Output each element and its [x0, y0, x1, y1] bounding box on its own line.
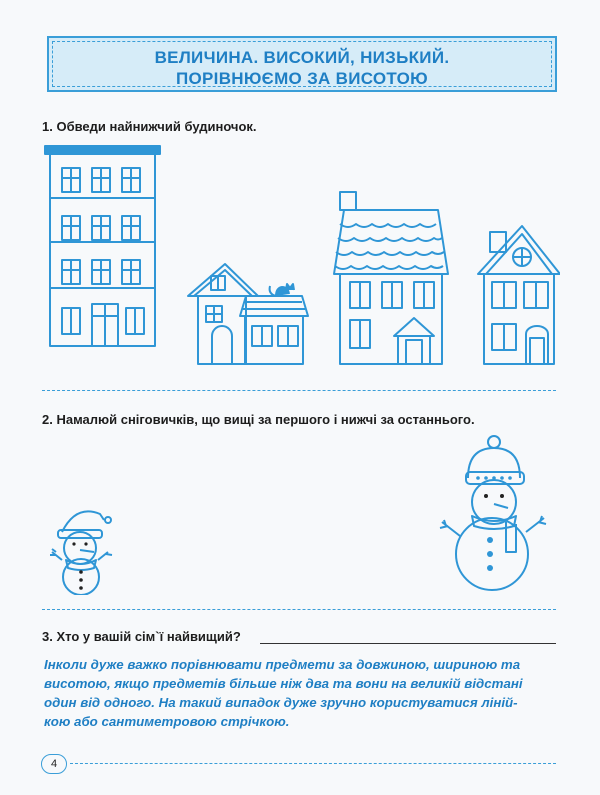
divider-1 [42, 390, 556, 391]
tall-building[interactable] [45, 146, 160, 346]
houses-illustration [40, 140, 560, 380]
small-snowman [40, 500, 130, 595]
smallest-house[interactable] [188, 264, 308, 364]
page-footer-rule [70, 763, 556, 764]
page-number: 4 [41, 754, 67, 774]
task-1-text: 1. Обведи найнижчий будиночок. [42, 119, 257, 134]
title-line-2: ПОРІВНЮЄМО ЗА ВИСОТОЮ [175, 69, 429, 88]
info-line-3: один від одного. На такий випадок дуже зручно користуватися ліній- [44, 695, 518, 710]
title-banner [47, 36, 557, 92]
large-snowman [428, 432, 560, 592]
task-3-text: 3. Хто у вашій сім`ї найвищий? [42, 629, 241, 644]
divider-2 [42, 609, 556, 610]
info-line-4: кою або сантиметровою стрічкою. [44, 714, 290, 729]
info-paragraph [44, 655, 564, 731]
title-line-1: ВЕЛИЧИНА. ВИСОКИЙ, НИЗЬКИЙ. [154, 48, 450, 67]
medium-house[interactable] [334, 192, 448, 364]
info-line-1: Інколи дуже важко порівнювати предмети за довжиною, шириною та [44, 657, 521, 672]
narrow-house[interactable] [478, 226, 560, 364]
task-2-text: 2. Намалюй сніговичків, що вищі за першого і нижчі за останнього. [42, 412, 475, 427]
info-line-2: висотою, якщо предметів більше ніж два та вони на великій відстані [44, 676, 523, 691]
answer-line[interactable] [260, 643, 556, 644]
